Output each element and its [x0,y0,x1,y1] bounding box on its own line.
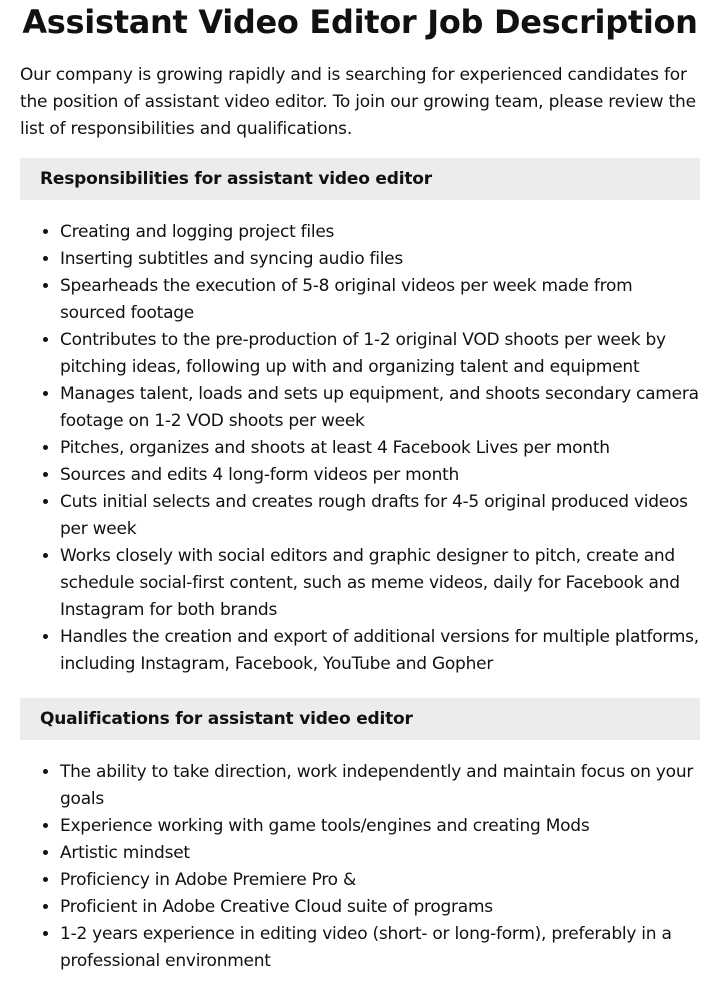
list-item: • Experience working with game tools/engines and creating Mods [60,813,700,840]
list-item: • Proficient in Adobe Creative Cloud suite of programs [60,894,700,921]
list-item: • Artistic mindset [60,840,700,867]
qualifications-list [20,759,700,975]
page-title: Assistant Video Editor Job Description [22,3,698,41]
list-item: • Sources and edits 4 long-form videos per month [60,462,700,489]
list-item: • Manages talent, loads and sets up equipment, and shoots secondary camera footage on 1-2 VOD shoots per week [60,381,700,435]
list-item: • Handles the creation and export of additional versions for multiple platforms, including Instagram, Facebook, YouTube and Gopher [60,624,700,678]
list-item: • 1-2 years experience in editing video (short- or long-form), preferably in a professional environment [60,921,700,975]
qualifications-heading: Qualifications for assistant video editor [20,698,700,740]
list-item: • Works closely with social editors and graphic designer to pitch, create and schedule social-first content, such as meme videos, daily for Facebook and Instagram for both brands [60,543,700,624]
list-item: • Cuts initial selects and creates rough drafts for 4-5 original produced videos per week [60,489,700,543]
responsibilities-list [20,219,700,678]
list-item: • Inserting subtitles and syncing audio files [60,246,700,273]
list-item: • Proficiency in Adobe Premiere Pro & [60,867,700,894]
responsibilities-heading: Responsibilities for assistant video editor [20,158,700,200]
intro-paragraph: Our company is growing rapidly and is searching for experienced candidates for the position of assistant video editor. To join our growing team, please review the list of responsibilities and qualifications. [20,65,696,139]
list-item: • The ability to take direction, work independently and maintain focus on your goals [60,759,700,813]
list-item: • Pitches, organizes and shoots at least 4 Facebook Lives per month [60,435,700,462]
list-item: • Contributes to the pre-production of 1-2 original VOD shoots per week by pitching ideas, following up with and organizing talent and equipment [60,327,700,381]
list-item: • Creating and logging project files [60,219,700,246]
list-item: • Spearheads the execution of 5-8 original videos per week made from sourced footage [60,273,700,327]
